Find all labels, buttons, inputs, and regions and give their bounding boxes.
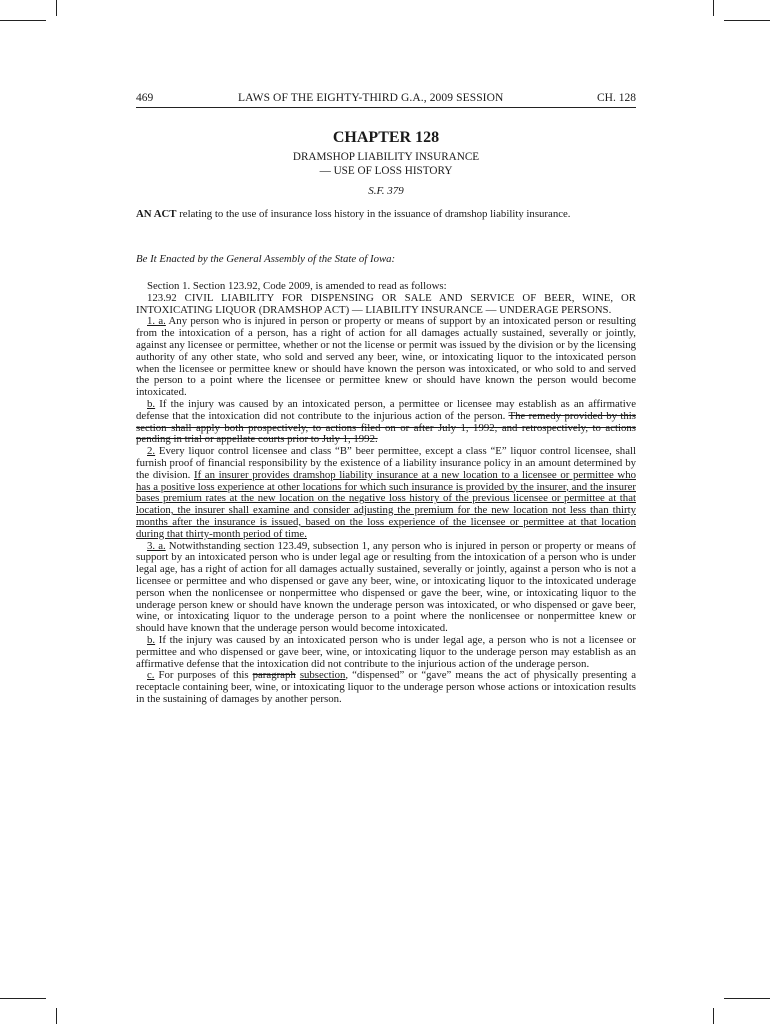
bill-number: S.F. 379 [368,185,404,197]
act-lead: AN ACT [136,208,177,220]
crop-mark [713,0,714,16]
title-block [136,128,636,198]
inserted-text: subsection [299,669,346,682]
crop-mark [0,998,46,999]
chapter-title: CHAPTER 128 [332,129,440,146]
subsection-1a-label: 1. a. [147,315,166,328]
chapter-subtitle-line1: DRAMSHOP LIABILITY INSURANCE [292,151,480,163]
subsection-1b-label: b. [147,397,156,410]
subsection-2-label: 2. [147,445,156,458]
subsection-3a-label: 3. a. [147,539,166,552]
act-text: relating to the use of insurance loss history in the issuance of dramshop liability insurance. [176,208,571,220]
struck-text: paragraph [252,669,296,682]
enacting-clause: Be It Enacted by the General Assembly of the State of Iowa: [136,253,396,265]
subsection-3c: c. For purposes of this paragraph subsection, “dispensed” or “gave” means the act of physically presenting a receptacle containing beer, wine, or intoxicating liquor to the underage person whose actions or intoxication results in the sustaining of damages by another person. [136,669,636,705]
crop-mark [724,20,770,21]
bill-body [136,281,636,706]
subsection-2: 2. Every liquor control licensee and class “B” beer permittee, except a class “E” liquor control licensee, shall furnish proof of financial responsibility by the existence of a liability insurance policy in an amount determined by the division. If an insurer provides dramshop liability insurance at a new location to a licensee or permittee who has a positive loss experience at other locations for which such insurance is provided by the insurer, and the insurer bases premium rates at the new location on the negative loss history of the previous licensee or permittee at that location, the insurer shall examine and consider adjusting the premium for the new location not less than thirty months after the insurance is issued, based on the loss experience of the licensee or permittee at that location during that thirty-month period of time. [136,445,636,540]
running-title: LAWS OF THE EIGHTY-THIRD G.A., 2009 SESSION [238,92,504,104]
subsection-3a: 3. a. Notwithstanding section 123.49, subsection 1, any person who is injured in person or property or means of support by an intoxicated person who is under legal age or resulting from the intoxication of a person who is under legal age, has a right of action for all damages actually sustained, severally or jointly, against a person who is not a licensee or permittee and who dispensed or gave any beer, wine, or intoxicating liquor to the intoxicated underage person when the nonlicensee or nonpermittee who dispensed or gave the beer, wine, or intoxicating liquor to the underage person knew or should have known the underage person was intoxicated, or who dispensed or gave beer, wine, or intoxicating liquor to the underage person to a point where the nonlicensee or nonpermittee knew or should have known that the underage person would become intoxicated. [136,539,636,635]
section-heading: 123.92 CIVIL LIABILITY FOR DISPENSING OR SALE AND SERVICE OF BEER, WINE, OR INTOXICATING LIQUOR (DRAMSHOP ACT) — LIABILITY INSURANCE — UNDERAGE PERSONS. [136,291,636,316]
chapter-reference: CH. 128 [597,92,636,104]
running-header [136,92,636,108]
subsection-1a: 1. a. Any person who is injured in person or property or means of support by an intoxicated person or resulting from the intoxication of a person, has a right of action for all damages actually sustained, severally or jointly, against any licensee or permittee, whether or not the license or permit was issued by the division or by the licensing authority of any other state, who sold and served any beer, wine, or intoxicating liquor to the intoxicated person when the licensee or permittee knew or should have known the person was intoxicated, or who sold to and served the person to a point where the licensee or permittee knew or should have known the person would become intoxicated. [136,315,636,399]
subsection-3b-label: b. [147,633,156,646]
crop-mark [724,998,770,999]
inserted-text: If an insurer provides dramshop liability insurance at a new location to a licensee or permittee who has a positive loss experience at other locations for which such insurance is provided by the insurer, and the insurer bases premium rates at the new location on the negative loss history of the previous licensee or permittee at that location, the insurer shall examine and consider adjusting the premium for the new location not less than thirty months after the insurance is issued, based on the loss experience of the licensee or permittee at that location during that thirty-month period of time. [136,468,636,540]
chapter-subtitle-line2: — USE OF LOSS HISTORY [319,165,453,177]
crop-mark [56,1008,57,1024]
subsection-1b: b. If the injury was caused by an intoxicated person, a permittee or licensee may establish as an affirmative defense that the intoxication did not contribute to the injurious action of the person. The remedy provided by this section shall apply both prospectively, to actions filed on or after July 1, 1992, and retrospectively, to actions pending in trial or appellate courts prior to July 1, 1992. [136,397,636,446]
act-title [136,209,646,221]
crop-mark [713,1008,714,1024]
crop-mark [56,0,57,16]
section-intro: Section 1. Section 123.92, Code 2009, is amended to read as follows: [147,280,447,292]
subsection-3b: b. If the injury was caused by an intoxicated person who is under legal age, a person who is not a licensee or permittee and who dispensed or gave beer, wine, or intoxicating liquor to the underage person may establish as an affirmative defense that the intoxication did not contribute to the injurious action of the underage person. [136,633,636,670]
struck-text: The remedy provided by this section shall apply both prospectively, to actions filed on or after July 1, 1992, and retrospectively, to actions pending in trial or appellate courts prior to July 1, 1992. [136,409,636,446]
subsection-3c-label: c. [147,669,155,682]
page-number: 469 [136,92,154,104]
crop-mark [0,20,46,21]
